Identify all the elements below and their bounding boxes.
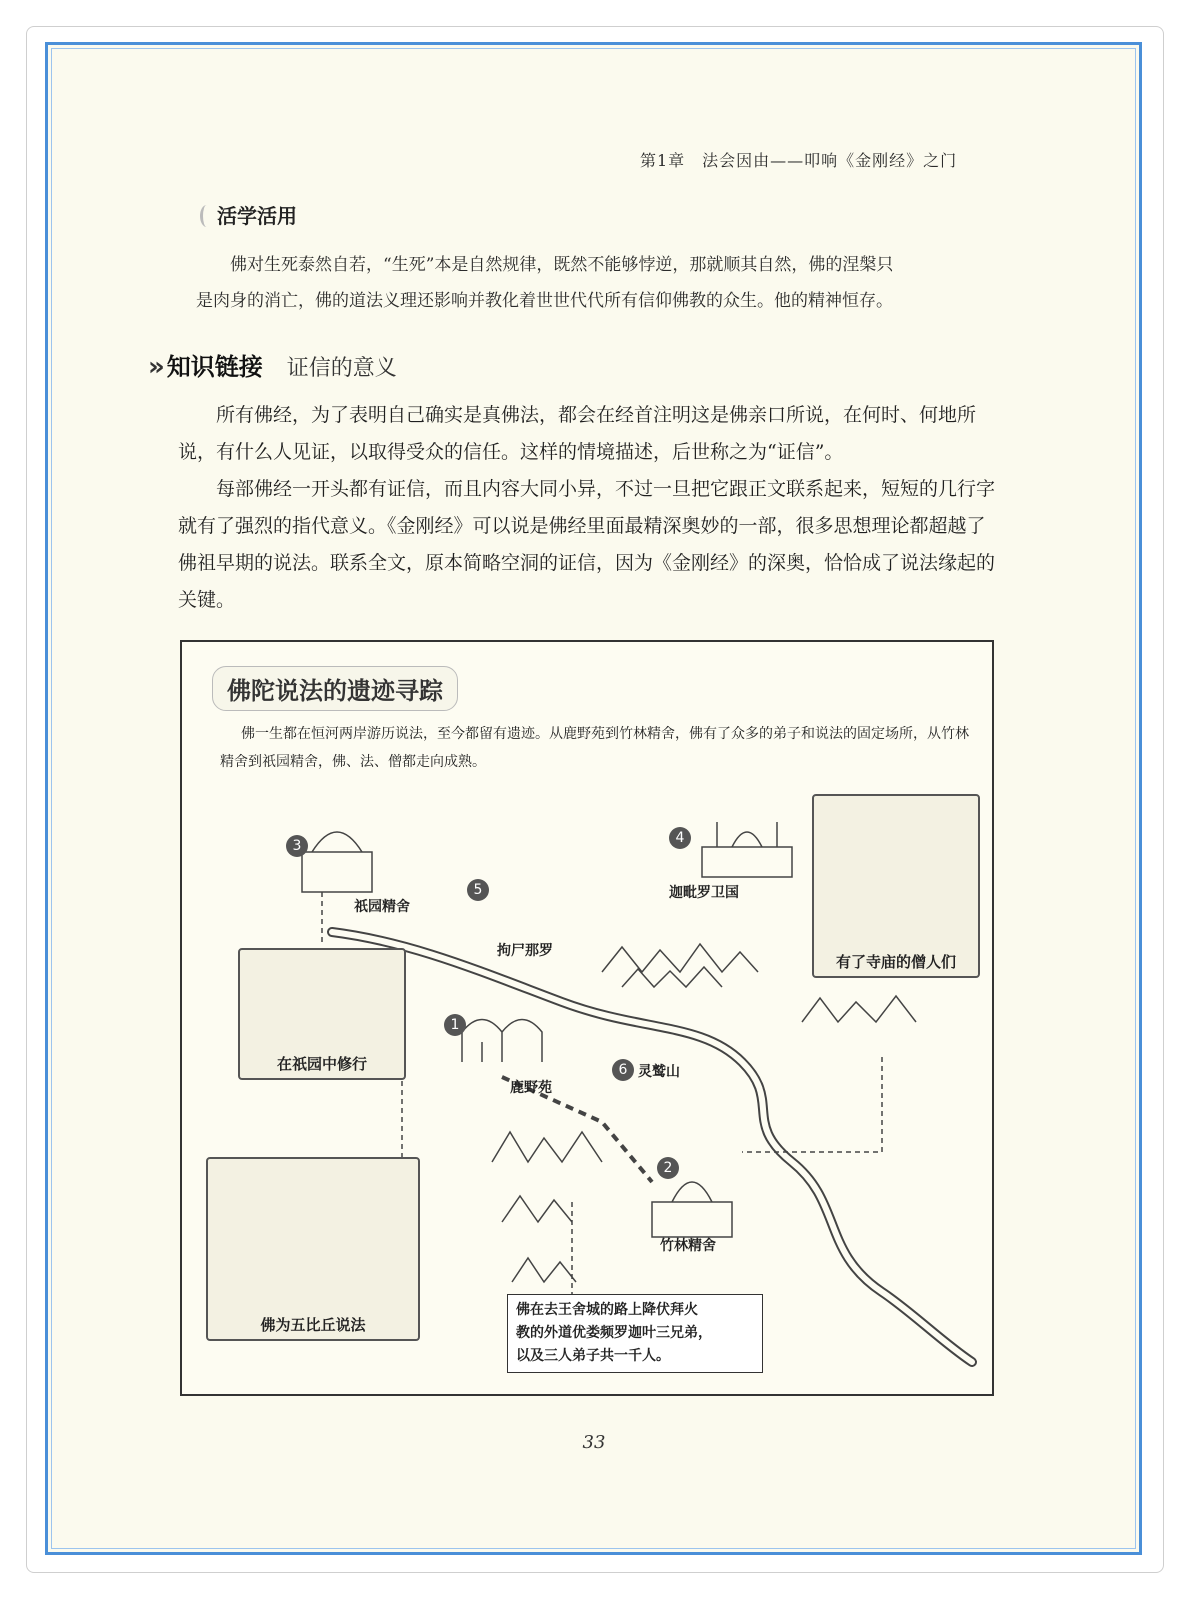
place-kushinagar: 拘尸那罗: [497, 943, 553, 959]
knowledge-body: [178, 397, 998, 619]
section-bullet-icon: [200, 205, 213, 227]
marker-3: 3: [286, 835, 308, 857]
panel-practice: [238, 948, 406, 1080]
place-jetavana: 祇园精舍: [354, 899, 410, 915]
map-note-line-3: 以及三人弟子共一千人。: [516, 1348, 670, 1364]
running-head: 第1章 法会因由——叩响《金刚经》之门: [640, 151, 958, 170]
knowledge-link-heading: [148, 347, 397, 382]
panel-five-monks-caption: 佛为五比丘说法: [260, 1316, 366, 1334]
panel-five-monks: [206, 1157, 420, 1341]
map-illustration: [180, 640, 994, 1396]
map-title: 佛陀说法的遗迹寻踪: [212, 666, 458, 711]
knowledge-link-subtitle: 证信的意义: [286, 356, 397, 381]
section-title-practice: [200, 200, 297, 229]
place-bamboo-grove: 竹林精舍: [660, 1238, 716, 1254]
knowledge-paragraph-2: 每部佛经一开头都有证信，而且内容大同小异，不过一旦把它跟正文联系起来，短短的几行字就有了强烈的指代意义。《金刚经》可以说是佛经里面最精深奥妙的一部，很多思想理论都超越了佛祖早期的说法。联系全文，原本简略空洞的证信，因为《金刚经》的深奥，恰恰成了说法缘起的关键。: [178, 478, 996, 611]
marker-4: 4: [669, 827, 691, 849]
marker-2: 2: [657, 1157, 679, 1179]
knowledge-paragraph-1: 所有佛经，为了表明自己确实是真佛法，都会在经首注明这是佛亲口所说，在何时、何地所说，有什么人见证，以取得受众的信任。这样的情境描述，后世称之为“证信”。: [178, 404, 977, 463]
section-title-text: 活学活用: [217, 204, 297, 228]
knowledge-link-title: 知识链接: [166, 353, 263, 381]
marker-5: 5: [467, 879, 489, 901]
map-note-line-2: 教的外道优娄频罗迦叶三兄弟，: [516, 1325, 712, 1341]
panel-monks: [812, 794, 980, 978]
map-note-line-1: 佛在去王舍城的路上降伏拜火: [516, 1302, 698, 1318]
panel-practice-caption: 在祇园中修行: [276, 1055, 367, 1073]
map-intro: [220, 720, 980, 776]
place-vulture-peak: 灵鹫山: [638, 1064, 680, 1080]
map-note: [507, 1294, 763, 1373]
place-kapilavastu: 迦毗罗卫国: [669, 885, 739, 901]
place-deer-park: 鹿野苑: [510, 1080, 552, 1096]
practice-line-2: 是肉身的消亡，佛的道法义理还影响并教化着世世代代所有信仰佛教的众生。他的精神恒存。: [196, 291, 893, 311]
double-chevron-icon: »: [148, 352, 165, 382]
map-intro-text: 佛一生都在恒河两岸游历说法，至今都留有遗迹。从鹿野苑到竹林精舍，佛有了众多的弟子和说法的固定场所，从竹林精舍到祇园精舍，佛、法、僧都走向成熟。: [220, 726, 969, 770]
practice-paragraph: [196, 247, 996, 319]
marker-6: 6: [612, 1059, 634, 1081]
page-number: 33: [582, 1432, 606, 1453]
marker-1: 1: [444, 1014, 466, 1036]
practice-line-1: 佛对生死泰然自若，“生死”本是自然规律，既然不能够悖逆，那就顺其自然，佛的涅槃只: [230, 255, 894, 275]
panel-monks-caption: 有了寺庙的僧人们: [835, 953, 956, 971]
